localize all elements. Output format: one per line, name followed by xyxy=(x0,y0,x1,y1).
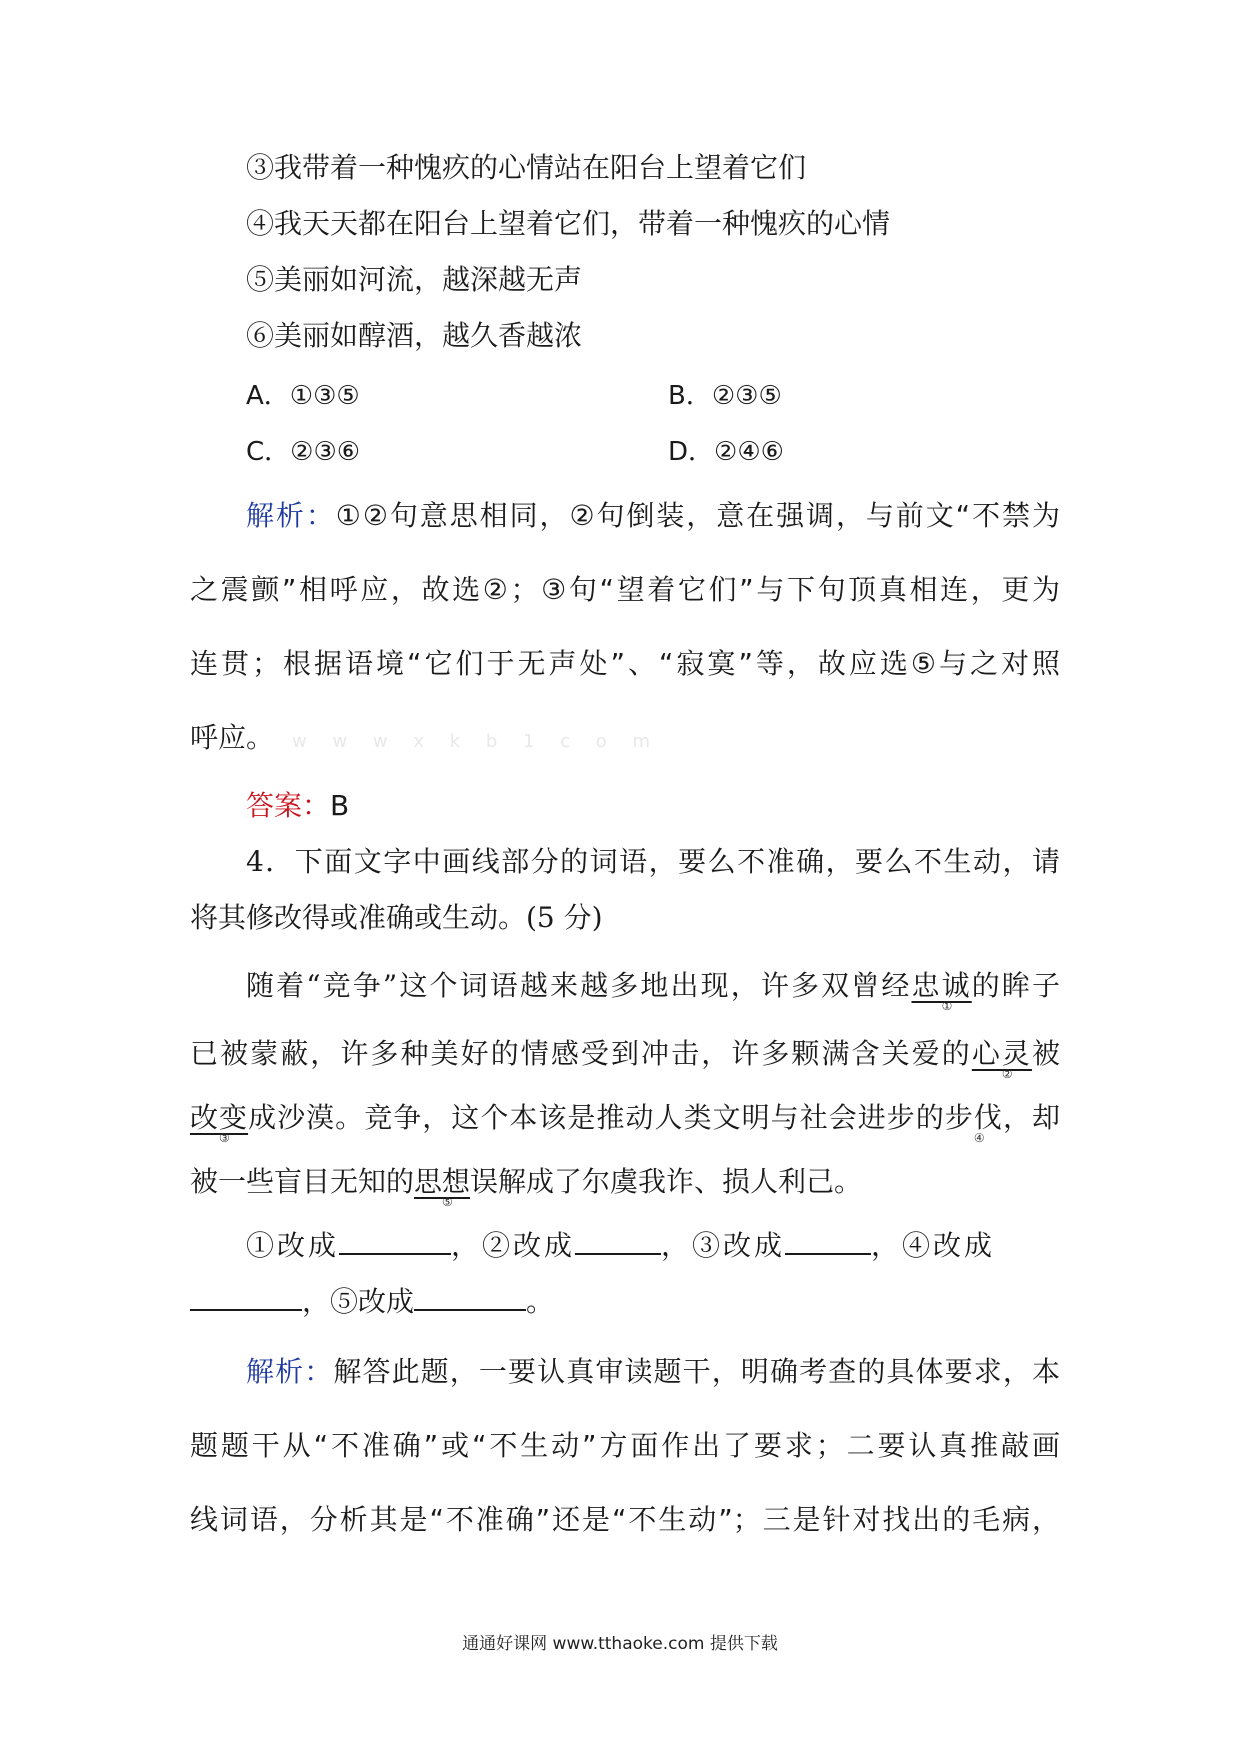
underlined-word-text: 改变 xyxy=(190,1101,249,1134)
passage-text: 成沙漠。竞争，这个本该是推动人类文明与社会进步的 xyxy=(248,1101,945,1134)
answer1 xyxy=(246,786,1060,826)
analysis2-line3: 线词语，分析其是“不准确”还是“不生动”；三是针对找出的毛病， xyxy=(190,1503,1060,1536)
analysis1-text1: ①②句意思相同，②句倒装，意在强调，与前文“不禁为 xyxy=(335,499,1060,532)
answer-blank-5[interactable] xyxy=(414,1283,526,1311)
analysis1-line1 xyxy=(246,496,1060,536)
choice-d: D．②④⑥ xyxy=(668,437,784,467)
passage-line2 xyxy=(190,1034,1060,1081)
watermark: w w w x k b 1 c o m xyxy=(292,731,661,752)
passage-text: 已被蒙蔽，许多种美好的情感受到冲击，许多颗满含关爱的 xyxy=(190,1037,972,1070)
passage-text: 的眸子 xyxy=(971,969,1060,1002)
answer-blank-4[interactable] xyxy=(190,1283,302,1311)
answer-blank-3[interactable] xyxy=(785,1227,871,1255)
passage-line4 xyxy=(190,1162,1060,1209)
marker-1: ① xyxy=(941,999,953,1013)
marker-3: ③ xyxy=(219,1131,230,1145)
passage-text: 被一些盲目无知的 xyxy=(190,1165,415,1198)
answer1-value: B xyxy=(330,789,350,822)
choice-b: B．②③⑤ xyxy=(668,381,782,411)
answer1-label: 答案： xyxy=(246,789,331,822)
answer-blank-2[interactable] xyxy=(575,1227,661,1255)
sentence-6: ⑥美丽如醇酒，越久香越浓 xyxy=(246,319,583,352)
underlined-word-4 xyxy=(944,1101,1003,1145)
blank-label-3: ，③改成 xyxy=(661,1229,786,1262)
blanks-line2 xyxy=(190,1282,1060,1322)
marker-5: ⑤ xyxy=(442,1195,453,1209)
passage-text: 随着“竞争”这个词语越来越多地出现，许多双曾经 xyxy=(246,969,912,1002)
underlined-word-3 xyxy=(190,1101,249,1145)
choice-c: C．②③⑥ xyxy=(246,437,361,467)
choice-a: A．①③⑤ xyxy=(246,381,360,411)
underlined-word-1 xyxy=(911,969,972,1013)
analysis1-text4: 呼应。 xyxy=(190,721,275,754)
marker-2: ② xyxy=(1001,1067,1013,1081)
blank-label-1: ①改成 xyxy=(246,1229,340,1262)
analysis2-text1: 解答此题，一要认真审读题干，明确考查的具体要求，本 xyxy=(333,1355,1060,1388)
passage-line1 xyxy=(246,966,1060,1013)
underlined-word-text: 忠诚 xyxy=(911,969,972,1002)
question4-line2: 将其修改得或准确或生动。(5 分) xyxy=(190,901,603,934)
blank-label-4: ，④改成 xyxy=(871,1229,996,1262)
answer-blank-1[interactable] xyxy=(339,1227,451,1255)
analysis1-line3: 连贯；根据语境“它们于无声处”、“寂寞”等，故应选⑤与之对照 xyxy=(190,647,1060,680)
analysis2-line1 xyxy=(246,1352,1060,1392)
analysis1-line2: 之震颤”相呼应，故选②；③句“望着它们”与下句顶真相连，更为 xyxy=(190,573,1060,606)
underlined-word-text: 思想 xyxy=(414,1165,471,1198)
sentence-5: ⑤美丽如河流，越深越无声 xyxy=(246,263,583,296)
page-footer: 通通好课网 www.tthaoke.com 提供下载 xyxy=(462,1634,778,1654)
underlined-word-text: 步伐 xyxy=(944,1101,1003,1134)
analysis1-line4 xyxy=(190,718,1060,762)
analysis2-line2: 题题干从“不准确”或“不生动”方面作出了要求；二要认真推敲画 xyxy=(190,1429,1060,1462)
blank-label-2: ，②改成 xyxy=(451,1229,576,1262)
marker-4: ④ xyxy=(973,1131,985,1145)
passage-text: 被 xyxy=(1031,1037,1060,1070)
blank-label-5: ，⑤改成 xyxy=(302,1285,415,1318)
analysis2-label: 解析： xyxy=(246,1355,334,1388)
blanks-line1 xyxy=(246,1226,1060,1266)
passage-text: 误解成了尔虞我诈、损人利己。 xyxy=(470,1165,863,1198)
analysis1-label: 解析： xyxy=(246,499,336,532)
passage-line3 xyxy=(190,1098,1060,1145)
sentence-4: ④我天天都在阳台上望着它们，带着一种愧疚的心情 xyxy=(246,207,891,240)
passage-text: ，却 xyxy=(1002,1101,1060,1134)
underlined-word-text: 心灵 xyxy=(971,1037,1032,1070)
question4-line1: 4．下面文字中画线部分的词语，要么不准确，要么不生动，请 xyxy=(246,845,1060,878)
blank-end: 。 xyxy=(526,1285,555,1318)
underlined-word-5 xyxy=(414,1165,471,1209)
sentence-3: ③我带着一种愧疚的心情站在阳台上望着它们 xyxy=(246,151,807,184)
underlined-word-2 xyxy=(971,1037,1032,1081)
